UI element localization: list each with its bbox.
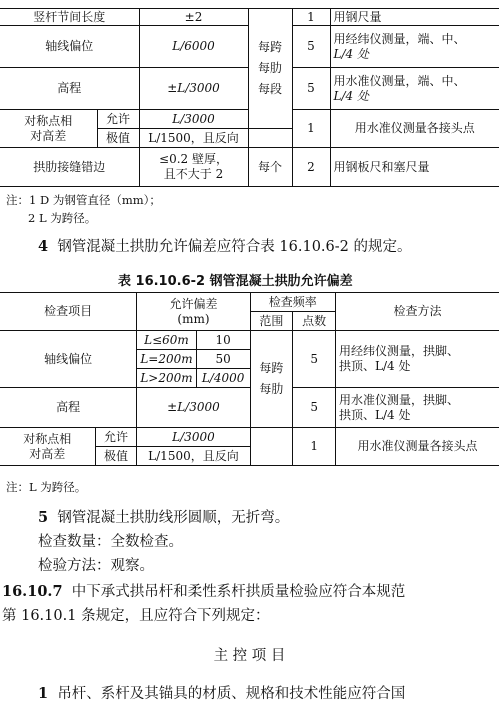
tolerance-cell: L/6000 [139, 26, 248, 68]
points-cell: 1 [292, 110, 330, 148]
method-cell: 用水准仪测量各接头点 [336, 428, 499, 466]
clause-16-10-7-continued: 第 16.10.1 条规定，且应符合下列规定： [2, 608, 270, 624]
range-cell: 每跨 每肋 [250, 331, 293, 428]
table-caption: 表 16.10.6-2 钢管混凝土拱肋允许偏差 [118, 274, 353, 289]
tolerance-cell: ±L/3000 [139, 68, 248, 110]
points-cell: 5 [293, 331, 336, 388]
condition-cell: L>200m [137, 369, 196, 388]
table-row [0, 148, 499, 187]
points-cell: 5 [292, 26, 330, 68]
item-cell: 对称点相 对高差 [0, 428, 95, 466]
table-header-row [0, 293, 499, 312]
table-note-1: 注：1 D 为钢管直径（mm）； [6, 193, 161, 207]
deviation-table-1 [0, 8, 499, 187]
table-row [0, 9, 499, 26]
method-cell: 用水准仪测量，拱脚、 拱顶、L/4 处 [336, 388, 499, 428]
item-cell: 对称点相 对高差 [0, 110, 97, 148]
clause-16-10-7: 16.10.7 中下承式拱吊杆和柔性系杆拱质量检验应符合本规范 [2, 583, 406, 600]
header-item: 检查项目 [0, 293, 137, 331]
points-cell: 1 [292, 9, 330, 26]
sub-item-cell: 极值 [95, 447, 137, 466]
header-tolerance: 允许偏差 (mm) [137, 293, 250, 331]
points-cell: 5 [293, 388, 336, 428]
tolerance-cell: L/4000 [196, 369, 250, 388]
inspection-method: 检验方法：观察。 [38, 558, 154, 574]
range-cell-blank [250, 428, 293, 466]
header-frequency: 检查频率 [250, 293, 335, 312]
check-quantity: 检查数量：全数检查。 [38, 534, 183, 550]
method-cell: 用钢尺量 [330, 9, 499, 26]
frequency-span-cell-blank [248, 129, 292, 148]
frequency-span-cell: 每跨 每肋 每段 [248, 9, 292, 129]
sub-item-cell: 允许 [95, 428, 137, 447]
table-row [0, 388, 499, 428]
sub-item-cell: 允许 [97, 110, 139, 129]
points-cell: 2 [292, 148, 330, 187]
section-title: 主 控 项 目 [213, 648, 286, 664]
points-cell: 1 [293, 428, 336, 466]
points-cell: 5 [292, 68, 330, 110]
table-note: 注：L 为跨径。 [6, 480, 87, 494]
item-cell: 竖杆节间长度 [0, 9, 139, 26]
item-cell: 高程 [0, 388, 137, 428]
condition-cell: L≤60m [137, 331, 196, 350]
tolerance-cell: ±L/3000 [137, 388, 250, 428]
item-cell: 高程 [0, 68, 139, 110]
method-cell: 用水准仪测量，端、中、 L/4 处 [330, 68, 499, 110]
tolerance-cell: ±2 [139, 9, 248, 26]
deviation-table-2 [0, 292, 499, 466]
tolerance-cell: L/3000 [137, 428, 250, 447]
table-note-2: 2 L 为跨径。 [28, 211, 97, 225]
table-row [0, 331, 499, 350]
method-cell: 用经纬仪测量，端、中、 L/4 处 [330, 26, 499, 68]
paragraph-1: 1 吊杆、系杆及其锚具的材质、规格和技术性能应符合国 [38, 685, 406, 702]
header-method: 检查方法 [336, 293, 499, 331]
method-cell: 用水准仪测量各接头点 [330, 110, 499, 148]
sub-item-cell: 极值 [97, 129, 139, 148]
paragraph-5: 5 钢管混凝土拱肋线形圆顺，无折弯。 [38, 509, 290, 526]
table-row [0, 428, 499, 447]
frequency-cell: 每个 [248, 148, 292, 187]
condition-cell: L=200m [137, 350, 196, 369]
header-range: 范围 [250, 312, 293, 331]
tolerance-cell: L/1500，且反向 [137, 447, 250, 466]
paragraph-4: 4 钢管混凝土拱肋允许偏差应符合表 16.10.6-2 的规定。 [38, 238, 412, 255]
tolerance-cell: ≤0.2 壁厚， 且不大于 2 [139, 148, 248, 187]
item-cell: 轴线偏位 [0, 331, 137, 388]
tolerance-cell: L/3000 [139, 110, 248, 129]
item-cell: 拱肋接缝错边 [0, 148, 139, 187]
header-points: 点数 [293, 312, 336, 331]
tolerance-cell: 50 [196, 350, 250, 369]
method-cell: 用钢板尺和塞尺量 [330, 148, 499, 187]
method-cell: 用经纬仪测量，拱脚、 拱顶、L/4 处 [336, 331, 499, 388]
item-cell: 轴线偏位 [0, 26, 139, 68]
tolerance-cell: L/1500，且反向 [139, 129, 248, 148]
tolerance-cell: 10 [196, 331, 250, 350]
